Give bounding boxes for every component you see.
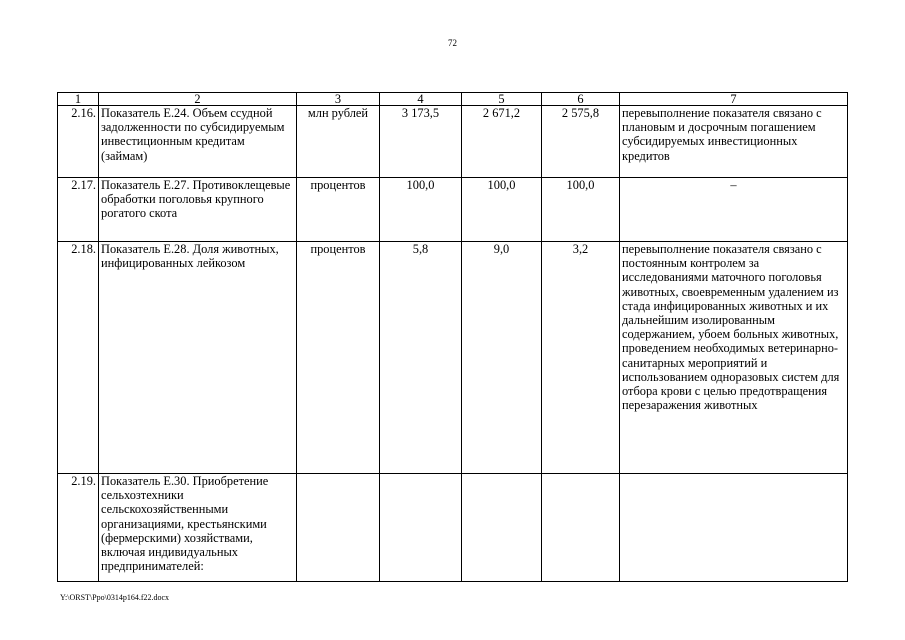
value-col5	[462, 474, 542, 582]
value-col4	[380, 474, 462, 582]
table-row	[58, 242, 848, 474]
header-cell: 1	[58, 93, 99, 106]
footer-file-path: Y:\ORST\Ppo\0314p164.f22.docx	[60, 593, 170, 602]
header-cell: 3	[297, 93, 380, 106]
header-cell: 2	[99, 93, 297, 106]
row-number: 2.16.	[58, 106, 99, 178]
value-col4: 100,0	[380, 178, 462, 242]
indicator-name: Показатель Е.27. Противоклещевые обработки поголовья крупного рогатого скота	[99, 178, 297, 242]
unit-cell: процентов	[297, 178, 380, 242]
note-cell: перевыполнение показателя связано с постоянным контролем за исследованиями маточного поголовья животных, своевременным удалением из стада инфицированных животных и их дальнейшим изолированным содержанием, убоем больных животных, проведением необходимых ветеринарно-санитарных мероприятий и использованием одноразовых систем для отбора крови с целью предотвращения перезаражения животных	[620, 242, 848, 474]
row-number: 2.17.	[58, 178, 99, 242]
indicator-name: Показатель Е.30. Приобретение сельхозтехники сельскохозяйственными организациями, крестьянскими (фермерскими) хозяйствами, включая индивидуальных предпринимателей:	[99, 474, 297, 582]
unit-cell: процентов	[297, 242, 380, 474]
table-header-row	[58, 93, 848, 106]
header-cell: 7	[620, 93, 848, 106]
header-cell: 6	[542, 93, 620, 106]
table-row	[58, 178, 848, 242]
value-col4: 3 173,5	[380, 106, 462, 178]
note-cell: –	[620, 178, 848, 242]
note-cell: перевыполнение показателя связано с плановым и досрочным погашением субсидируемых инвестиционных кредитов	[620, 106, 848, 178]
header-cell: 4	[380, 93, 462, 106]
value-col6: 2 575,8	[542, 106, 620, 178]
indicator-name: Показатель Е.24. Объем ссудной задолженности по субсидируемым инвестиционным кредитам (займам)	[99, 106, 297, 178]
value-col6: 100,0	[542, 178, 620, 242]
value-col5: 2 671,2	[462, 106, 542, 178]
header-cell: 5	[462, 93, 542, 106]
value-col5: 9,0	[462, 242, 542, 474]
table-row	[58, 106, 848, 178]
row-number: 2.19.	[58, 474, 99, 582]
indicator-name: Показатель Е.28. Доля животных, инфицированных лейкозом	[99, 242, 297, 474]
value-col6: 3,2	[542, 242, 620, 474]
page-number: 72	[448, 38, 457, 48]
unit-cell	[297, 474, 380, 582]
value-col6	[542, 474, 620, 582]
note-cell	[620, 474, 848, 582]
indicators-table	[57, 92, 848, 582]
row-number: 2.18.	[58, 242, 99, 474]
value-col5: 100,0	[462, 178, 542, 242]
table-row	[58, 474, 848, 582]
unit-cell: млн рублей	[297, 106, 380, 178]
value-col4: 5,8	[380, 242, 462, 474]
